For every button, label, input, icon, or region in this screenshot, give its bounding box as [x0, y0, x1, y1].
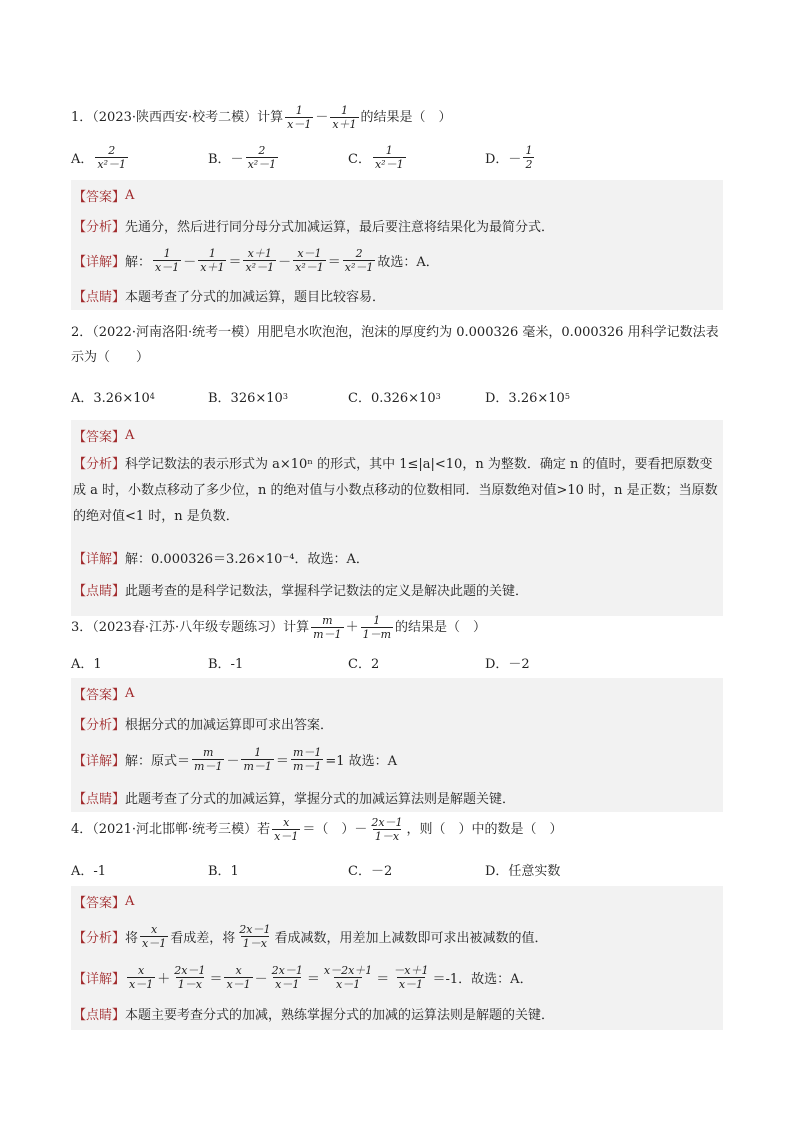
text-fragment: 【分析】	[73, 457, 126, 472]
text-fragment: 本题主要考查分式的加减，熟练掌握分式的加减的运算法则是解题的关键．	[125, 1007, 555, 1023]
text-fragment: C．2	[348, 656, 380, 672]
fraction-denominator: x²－1	[344, 260, 374, 274]
text-fragment: －	[315, 110, 329, 125]
text-fragment: 【分析】	[73, 930, 126, 946]
fraction-denominator: x²－1	[247, 157, 277, 171]
text-fragment: A	[125, 187, 135, 203]
q3-fraction-2	[361, 614, 393, 641]
text-fragment: 【分析】	[73, 219, 126, 235]
q1-fraction-1	[285, 104, 313, 131]
text-fragment: 科学记数法的表示形式为 a×10ⁿ 的形式，其中 1≤|a|<10，n 为整数．确定 n 的值时，要看把原数变成 a 时，小数点移动了多少位，n 的绝对值与小数点移动的位数相同．当原数绝对值>10 时，n 是正数；当原数的绝对值<1 时，n 是负数．	[73, 457, 718, 524]
text-fragment: 3．（2023春·江苏·八年级专题练习）计算	[71, 620, 310, 635]
text-fragment: 【详解】	[73, 254, 126, 270]
q4-option-b	[208, 857, 239, 881]
fraction-denominator: x²－1	[295, 260, 324, 274]
text-fragment: 看成差，将	[170, 930, 236, 946]
q2-detail	[71, 544, 723, 570]
q1-fraction-2	[330, 104, 358, 131]
fraction-numerator: 2x－1	[371, 816, 403, 829]
q3-option-a	[71, 650, 102, 674]
text-fragment: ＋	[157, 971, 171, 987]
text-fragment: －	[226, 753, 240, 769]
fraction-denominator: x－1	[129, 977, 154, 991]
fraction-numerator: x－2x＋1	[323, 963, 373, 977]
q2-option-a	[71, 384, 155, 408]
text-fragment: －	[278, 254, 292, 270]
fraction-numerator: 1	[295, 104, 303, 117]
fraction-numerator: x＋1	[247, 246, 272, 260]
fraction-numerator: 1	[340, 104, 348, 117]
text-fragment: 【答案】	[73, 429, 126, 445]
text-fragment: 【详解】	[73, 971, 126, 987]
q1-analysis	[71, 212, 723, 238]
q1-stem	[71, 104, 726, 131]
q1-option-c	[348, 145, 408, 169]
fraction-denominator: x－1	[274, 830, 299, 843]
text-fragment: 5	[564, 391, 570, 401]
text-fragment: ＝	[275, 753, 289, 769]
q3-analysis	[71, 710, 723, 736]
fraction-numerator: 2x－1	[271, 963, 303, 977]
q4-comment	[71, 1000, 723, 1026]
text-fragment: B．－	[208, 151, 244, 167]
q3-comment	[71, 784, 723, 810]
fraction-numerator: 1	[385, 143, 393, 157]
text-fragment: A	[125, 685, 135, 701]
fraction-denominator: x－1	[335, 977, 361, 991]
text-fragment: =1 故选：A	[325, 753, 398, 769]
text-fragment: 【答案】	[73, 895, 126, 911]
text-fragment: 1．（2023·陕西西安·校考二模）计算	[71, 110, 284, 125]
text-fragment: 将	[125, 930, 139, 946]
q4-answer-block	[71, 886, 723, 1030]
text-fragment: 3	[435, 391, 441, 401]
q3-answer	[71, 680, 723, 706]
text-fragment: －	[183, 254, 197, 270]
text-fragment: A	[125, 427, 135, 443]
q3-fraction-1	[311, 614, 343, 641]
text-fragment: C．0.326×10	[348, 390, 436, 406]
fraction-numerator: 2x－1	[239, 922, 271, 936]
q2-comment	[71, 576, 723, 602]
fraction-numerator: x－1	[297, 246, 322, 260]
fraction-denominator: x²－1	[97, 157, 127, 171]
q4-options	[71, 857, 726, 881]
fraction-denominator: x－1	[142, 936, 167, 950]
text-fragment: D．3.26×10	[485, 390, 565, 406]
text-fragment: 【详解】	[73, 551, 126, 567]
text-fragment: ＝	[209, 971, 223, 987]
text-fragment: 【详解】	[73, 753, 126, 769]
text-fragment: ＝	[376, 971, 390, 987]
text-fragment: 解：0.000326＝3.26×10⁻⁴．故选：A．	[125, 551, 369, 567]
text-fragment: ＝	[327, 254, 341, 270]
fraction-denominator: x－1	[155, 260, 180, 274]
fraction-numerator: 1	[163, 246, 171, 260]
text-fragment: 【分析】	[73, 717, 126, 733]
text-fragment: 【答案】	[73, 687, 126, 703]
q2-options	[71, 384, 726, 408]
fraction-denominator: x＋1	[332, 118, 357, 131]
text-fragment: 【点睛】	[73, 1007, 126, 1023]
q1-options	[71, 145, 726, 169]
fraction-denominator: x²－1	[374, 157, 404, 171]
text-fragment: 【点睛】	[73, 583, 126, 599]
fraction-numerator: x	[151, 922, 158, 936]
q4-option-d	[485, 857, 560, 881]
fraction-numerator: x	[235, 963, 242, 977]
fraction-numerator: 1	[208, 246, 216, 260]
q3-options	[71, 650, 726, 674]
text-fragment: 的结果是（ ）	[395, 620, 487, 635]
fraction-numerator: m	[322, 614, 333, 627]
fraction-denominator: x－1	[275, 977, 300, 991]
text-fragment: ＝	[228, 254, 242, 270]
fraction-denominator: m－1	[313, 628, 342, 641]
fraction-denominator: 2	[525, 157, 533, 171]
q1-answer-block	[71, 180, 723, 310]
q1-option-d	[485, 145, 536, 169]
text-fragment: 看成减数，用差加上减数即可求出被减数的值．	[274, 930, 548, 946]
text-fragment: 【点睛】	[73, 289, 126, 305]
q1-option-a	[71, 145, 130, 169]
fraction-numerator: 2x－1	[174, 963, 206, 977]
text-fragment: 【点睛】	[73, 791, 126, 807]
text-fragment: ＝（ ）－	[302, 822, 368, 837]
text-fragment: 2．（2022·河南洛阳·统考一模）用肥皂水吹泡泡，泡沫的厚度约为 0.000326 毫米，0.000326 用科学记数法表	[71, 325, 719, 340]
text-fragment: 的结果是（ ）	[360, 110, 452, 125]
text-fragment: 【答案】	[73, 189, 126, 205]
fraction-numerator: 2	[355, 246, 363, 260]
text-fragment: 解：	[125, 254, 152, 270]
text-fragment: D．－2	[485, 656, 530, 672]
q3-answer-block	[71, 678, 723, 812]
q4-detail	[71, 958, 723, 996]
fraction-denominator: 1－m	[362, 628, 392, 641]
q3-stem	[71, 614, 726, 641]
fraction-denominator: x－1	[287, 118, 312, 131]
q1-answer	[71, 182, 723, 208]
q4-fraction-2	[369, 816, 404, 843]
fraction-denominator: x²－1	[245, 260, 275, 274]
q3-option-d	[485, 650, 530, 674]
text-fragment: 此题考查的是科学记数法，掌握科学记数法的定义是解决此题的关键．	[125, 583, 529, 599]
fraction-denominator: x－1	[398, 977, 424, 991]
text-fragment: A．-1	[71, 863, 107, 879]
q2-option-b	[208, 384, 288, 408]
text-fragment: 3	[282, 391, 288, 401]
fraction-numerator: m	[203, 745, 214, 759]
fraction-denominator: 1－x	[374, 830, 400, 843]
fraction-denominator: 1－x	[177, 977, 202, 991]
text-fragment: 此题考查了分式的加减运算，掌握分式的加减运算法则是解题关键．	[125, 791, 516, 807]
text-fragment: A．	[71, 151, 94, 167]
text-fragment: B．1	[208, 863, 239, 879]
q2-option-c	[348, 384, 441, 408]
q4-fraction-1	[272, 816, 300, 843]
q2-stem	[71, 320, 726, 370]
q4-option-c	[348, 857, 392, 881]
text-fragment: 示为（ ）	[71, 350, 150, 365]
q2-analysis	[71, 452, 723, 530]
q1-option-b	[208, 145, 280, 169]
q4-option-a	[71, 857, 106, 881]
q4-stem	[71, 816, 726, 843]
text-fragment: ＋	[345, 620, 359, 635]
fraction-denominator: m－1	[243, 759, 272, 773]
q1-comment	[71, 282, 723, 308]
text-fragment: D．－	[485, 151, 522, 167]
text-fragment: A．1	[71, 656, 102, 672]
fraction-denominator: m－1	[292, 759, 322, 773]
q3-option-b	[208, 650, 243, 674]
text-fragment: 本题考查了分式的加减运算，题目比较容易．	[125, 289, 386, 305]
q2-option-d	[485, 384, 570, 408]
text-fragment: ，则（ ）中的数是（ ）	[406, 822, 563, 837]
text-fragment: D．任意实数	[485, 863, 561, 879]
fraction-numerator: x	[138, 963, 145, 977]
fraction-numerator: 1	[525, 143, 533, 157]
text-fragment: 4．（2021·河北邯郸·统考三模）若	[71, 822, 271, 837]
text-fragment: C．	[348, 151, 371, 167]
text-fragment: A	[125, 893, 135, 909]
q2-answer	[71, 422, 723, 448]
text-fragment: －	[254, 971, 268, 987]
text-fragment: 4	[149, 391, 155, 401]
text-fragment: C．－2	[348, 863, 393, 879]
q4-answer	[71, 888, 723, 914]
q3-option-c	[348, 650, 379, 674]
fraction-numerator: －x＋1	[393, 963, 429, 977]
q3-detail	[71, 740, 723, 778]
fraction-denominator: x－1	[226, 977, 251, 991]
text-fragment: 解：原式＝	[125, 753, 191, 769]
fraction-numerator: 2	[258, 143, 266, 157]
fraction-denominator: x＋1	[200, 260, 225, 274]
text-fragment: A．3.26×10	[71, 390, 150, 406]
text-fragment: B．-1	[208, 656, 244, 672]
fraction-numerator: m－1	[292, 745, 322, 759]
fraction-numerator: 1	[254, 745, 262, 759]
fraction-denominator: m－1	[194, 759, 223, 773]
fraction-numerator: x	[283, 816, 290, 829]
q2-answer-block	[71, 420, 723, 616]
fraction-numerator: 2	[108, 143, 116, 157]
text-fragment: ＝	[306, 971, 320, 987]
text-fragment: 根据分式的加减运算即可求出答案．	[125, 717, 334, 733]
q4-analysis	[71, 918, 723, 954]
fraction-denominator: 1－x	[242, 936, 267, 950]
q1-detail	[71, 242, 723, 278]
text-fragment: 先通分，然后进行同分母分式加减运算，最后要注意将结果化为最简分式．	[125, 219, 555, 235]
fraction-numerator: 1	[373, 614, 381, 627]
text-fragment: 故选：A．	[377, 254, 439, 270]
text-fragment: ＝-1．故选：A．	[432, 971, 533, 987]
text-fragment: B．326×10	[208, 390, 283, 406]
